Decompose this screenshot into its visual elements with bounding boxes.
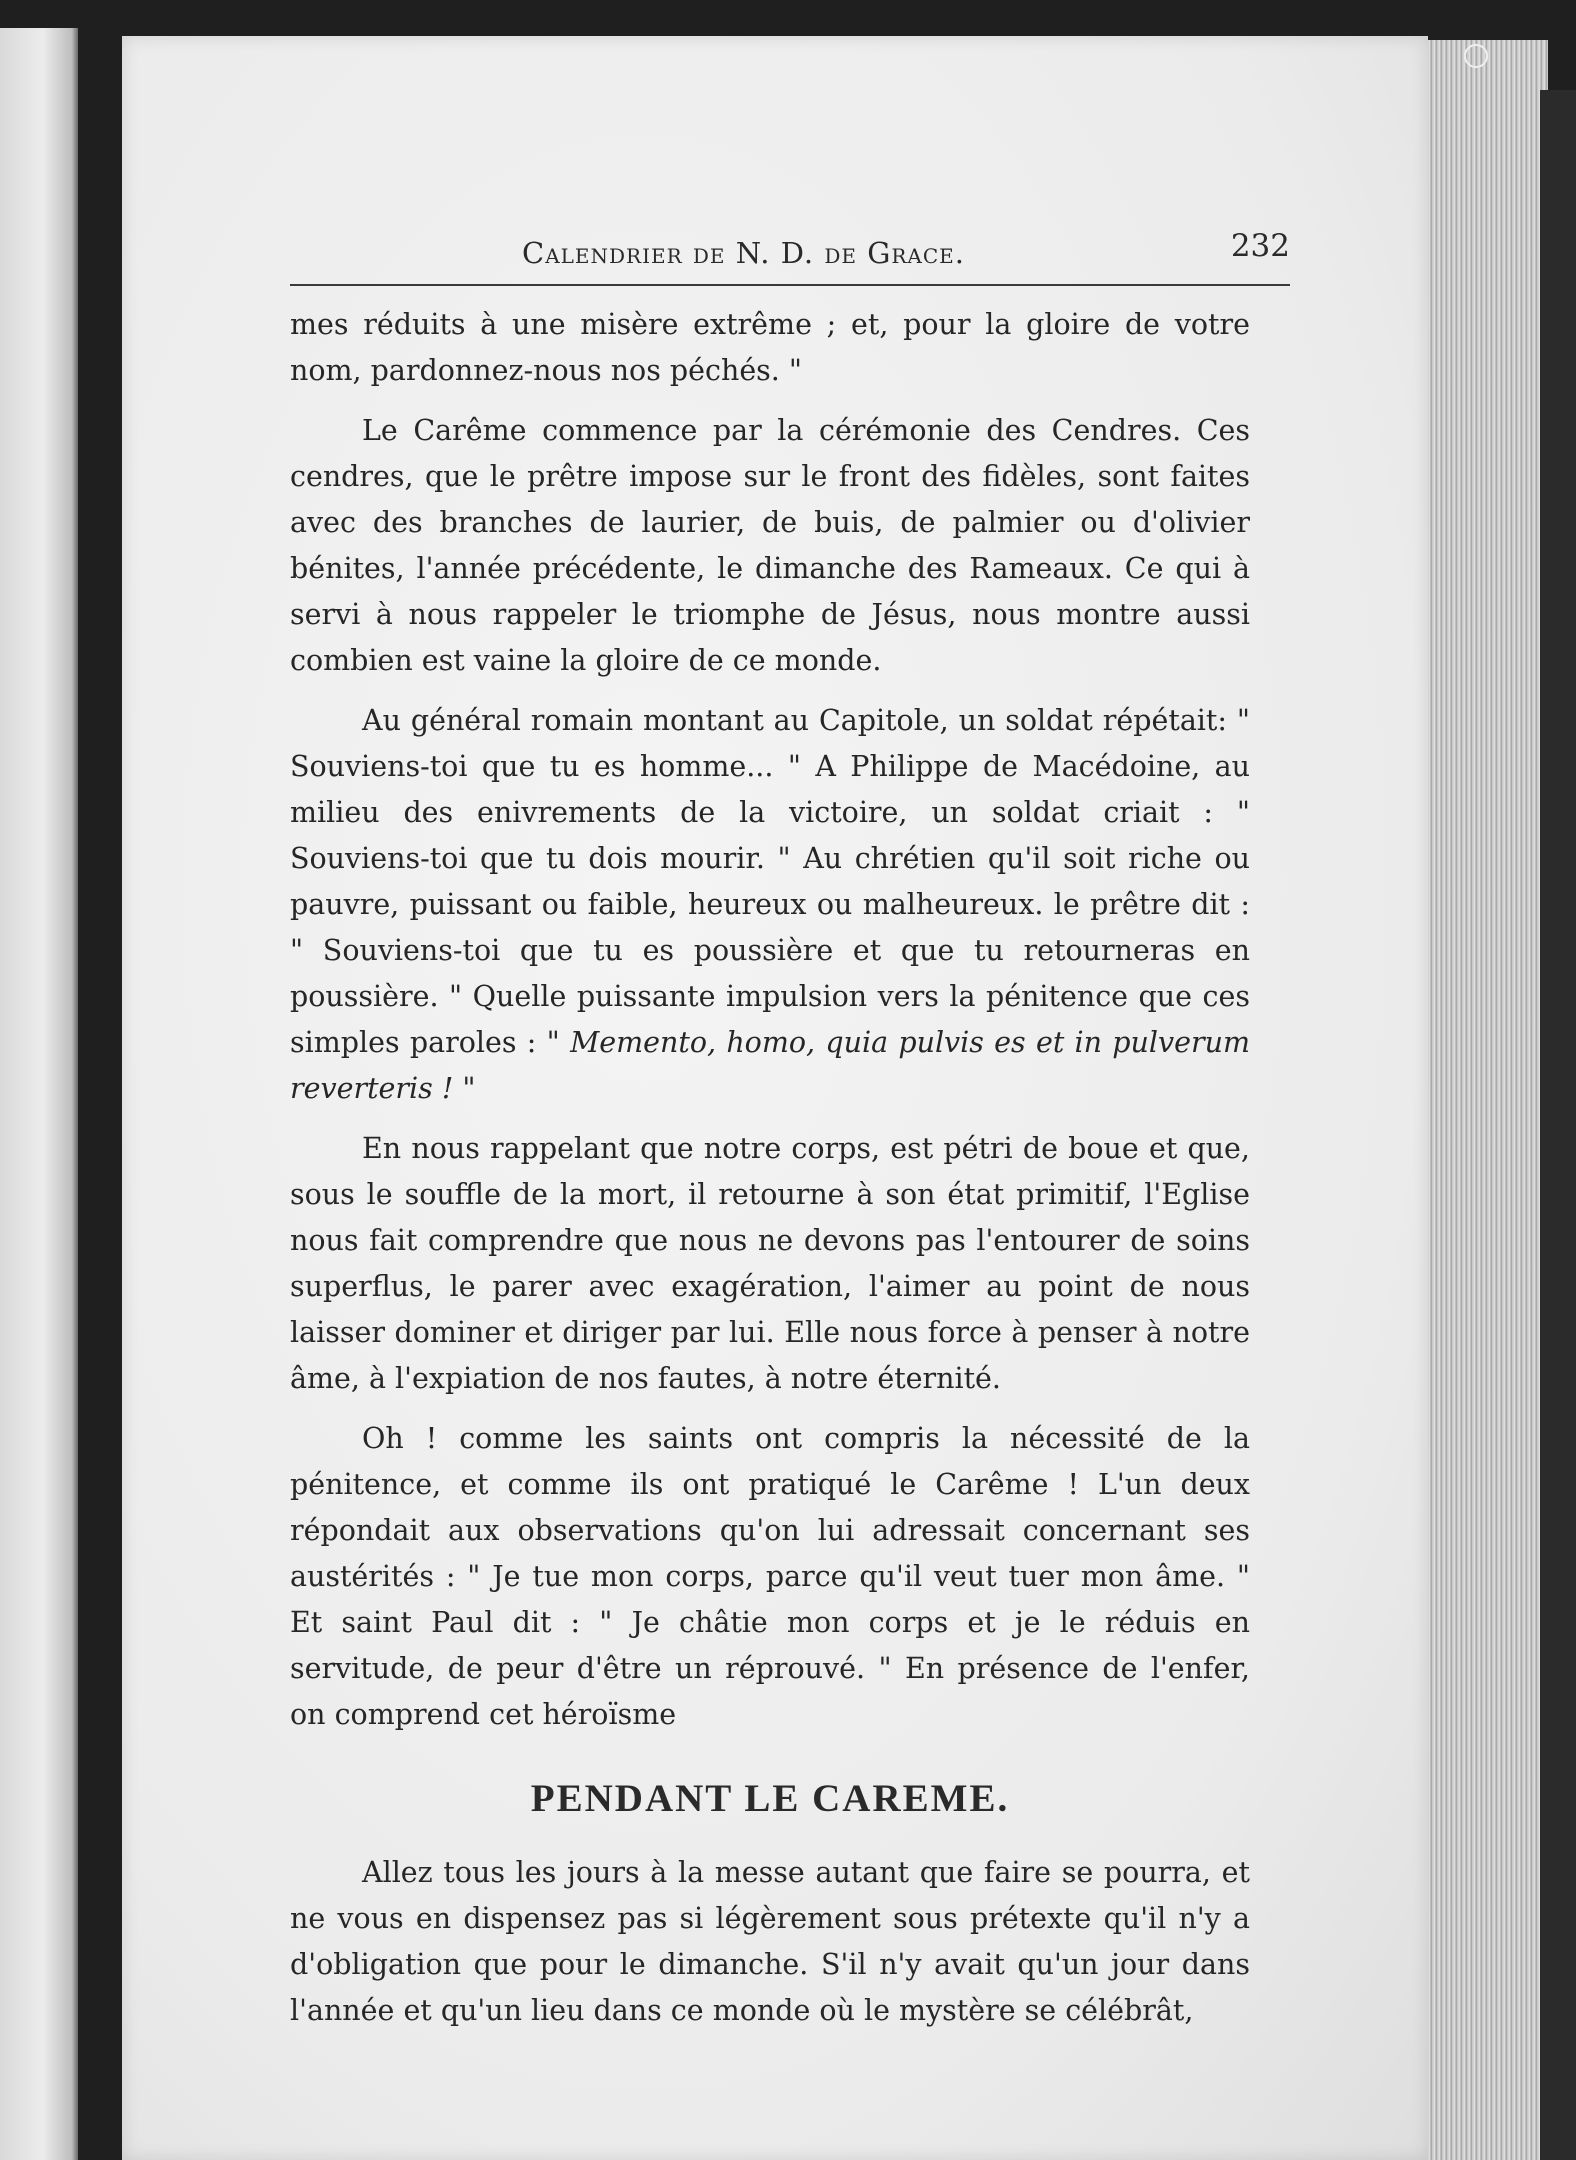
paragraph: En nous rappelant que notre corps, est pétri de boue et que, sous le souffle de la mort, il retourne à son état primitif, l'Eglise nous fait comprendre que nous ne devons pas l'entourer de soins superflus, le parer avec exagération, l'aimer au point de nous laisser dominer et diriger par lui. Elle nous force à penser à notre âme, à l'expiation de nos fautes, à notre éternité. <box>290 1132 1250 1395</box>
facing-page-edge <box>0 28 78 2160</box>
binding-hole <box>1464 44 1488 68</box>
book-page-edges <box>1428 40 1548 2160</box>
book-cover-edge <box>1540 90 1576 2160</box>
running-title: Calendrier de N. D. de Grace. <box>522 236 965 270</box>
paragraph-text: Au général romain montant au Capitole, un soldat répétait: " Souviens-toi que tu es homme... " A Philippe de Macédoine, au milieu des enivrements de la victoire, un soldat criait : " Souviens-toi que tu dois mourir. " Au chrétien qu'il soit riche ou pauvre, puissant ou faible, heureux ou malheureux. le prêtre dit : " Souviens-toi que tu es poussière et que tu retourneras en poussière. " Quelle puissante impulsion vers la pénitence que ces simples paroles : " <box>290 704 1250 1059</box>
paragraph: Le Carême commence par la cérémonie des Cendres. Ces cendres, que le prêtre impose sur le front des fidèles, sont faites avec des branches de laurier, de buis, de palmier ou d'olivier bénites, l'année précédente, le dimanche des Rameaux. Ce qui à servi à nous rappeler le triomphe de Jésus, nous montre aussi combien est vaine la gloire de ce monde. <box>290 414 1250 677</box>
running-head <box>290 226 1290 290</box>
body-text <box>290 302 1250 2048</box>
paragraph: mes réduits à une misère extrême ; et, pour la gloire de votre nom, pardonnez-nous nos péchés. " <box>290 308 1250 387</box>
header-rule <box>290 284 1290 286</box>
paragraph: Allez tous les jours à la messe autant que faire se pourra, et ne vous en dispensez pas si légèrement sous prétexte qu'il n'y a d'obligation que pour le dimanche. S'il n'y avait qu'un jour dans l'année et qu'un lieu dans ce monde où le mystère se célébrât, <box>290 1856 1250 2027</box>
page-number: 232 <box>1230 228 1290 264</box>
section-heading: PENDANT LE CAREME. <box>530 1777 1010 1820</box>
paragraph-text: " <box>453 1072 476 1105</box>
paragraph <box>290 698 1250 1112</box>
paragraph: Oh ! comme les saints ont compris la nécessité de la pénitence, et comme ils ont pratiqué le Carême ! L'un deux répondait aux observations qu'on lui adressait concernant ses austérités : " Je tue mon corps, parce qu'il veut tuer mon âme. " Et saint Paul dit : " Je châtie mon corps et je le réduis en servitude, de peur d'être un réprouvé. " En présence de l'enfer, on comprend cet héroïsme <box>290 1422 1250 1731</box>
latin-quote: Memento, homo, quia pulvis es et in pulverum reverteris ! <box>290 1026 1250 1105</box>
